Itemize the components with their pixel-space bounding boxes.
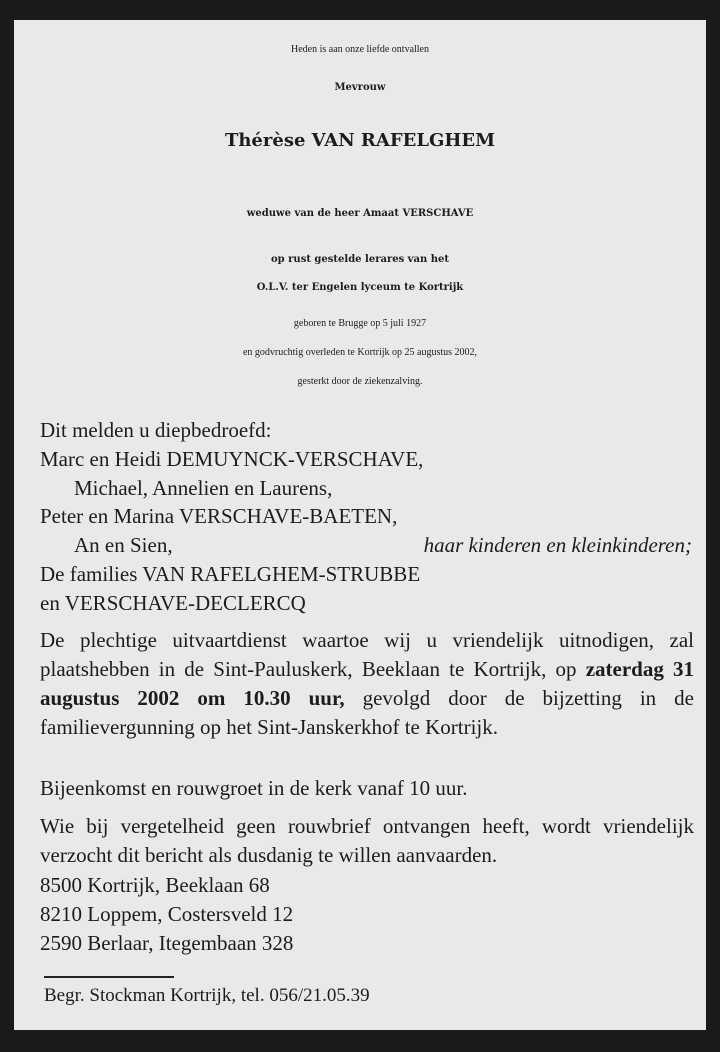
gathering-line: Bijeenkomst en rouwgroet in de kerk vanaf 10 uur.	[40, 776, 468, 800]
occupation-line-2: O.L.V. ter Engelen lyceum te Kortrijk	[256, 282, 464, 293]
death-line: en godvruchtig overleden te Kortrijk op 25 augustus 2002,	[242, 347, 478, 358]
obituary-card	[14, 20, 706, 1030]
family-line-6: en VERSCHAVE-DECLERCQ	[40, 591, 306, 615]
family-line-4: An en Sien,	[74, 533, 173, 557]
divider	[44, 976, 174, 978]
service-paragraph	[40, 626, 694, 742]
occupation-line-1: op rust gestelde lerares van het	[271, 254, 449, 265]
address-2: 8210 Loppem, Costersveld 12	[40, 902, 294, 926]
intro-line: Heden is aan onze liefde ontvallen	[291, 44, 429, 55]
announce-line: Dit melden u diepbedroefd:	[40, 418, 272, 442]
family-line-2: Michael, Annelien en Laurens,	[74, 476, 333, 500]
notice-paragraph: Wie bij vergetelheid geen rouwbrief ontvangen heeft, wordt vriendelijk verzocht dit bericht als dusdanig te willen aanvaarden.	[40, 814, 694, 867]
service-text-a: De plechtige uitvaartdienst waartoe wij u vriendelijk uitnodigen, zal plaatshebben in de Sint-Pauluskerk, Beeklaan te Kortrijk, op	[40, 628, 694, 681]
sacrament-line: gesterkt door de ziekenzalving.	[297, 376, 423, 387]
relation-label: haar kinderen en kleinkinderen;	[423, 533, 692, 557]
family-line-5: De families VAN RAFELGHEM-STRUBBE	[40, 562, 421, 586]
address-1: 8500 Kortrijk, Beeklaan 68	[40, 873, 270, 897]
funeral-director-footer: Begr. Stockman Kortrijk, tel. 056/21.05.39	[44, 985, 370, 1006]
service-date: zaterdag 31 augustus 2002 om 10.30 uur,	[40, 657, 695, 710]
birth-line: geboren te Brugge op 5 juli 1927	[293, 318, 427, 329]
honorific: Mevrouw	[334, 82, 386, 93]
service-text-b: gevolgd door de bijzetting in de familievergunning op het Sint-Janskerkhof te Kortrijk.	[40, 686, 694, 739]
family-line-3: Peter en Marina VERSCHAVE-BAETEN,	[40, 504, 398, 528]
widow-of-line: weduwe van de heer Amaat VERSCHAVE	[246, 208, 474, 219]
deceased-name: Thérèse VAN RAFELGHEM	[224, 130, 496, 151]
address-3: 2590 Berlaar, Itegembaan 328	[40, 931, 294, 955]
family-line-1: Marc en Heidi DEMUYNCK-VERSCHAVE,	[40, 447, 424, 471]
